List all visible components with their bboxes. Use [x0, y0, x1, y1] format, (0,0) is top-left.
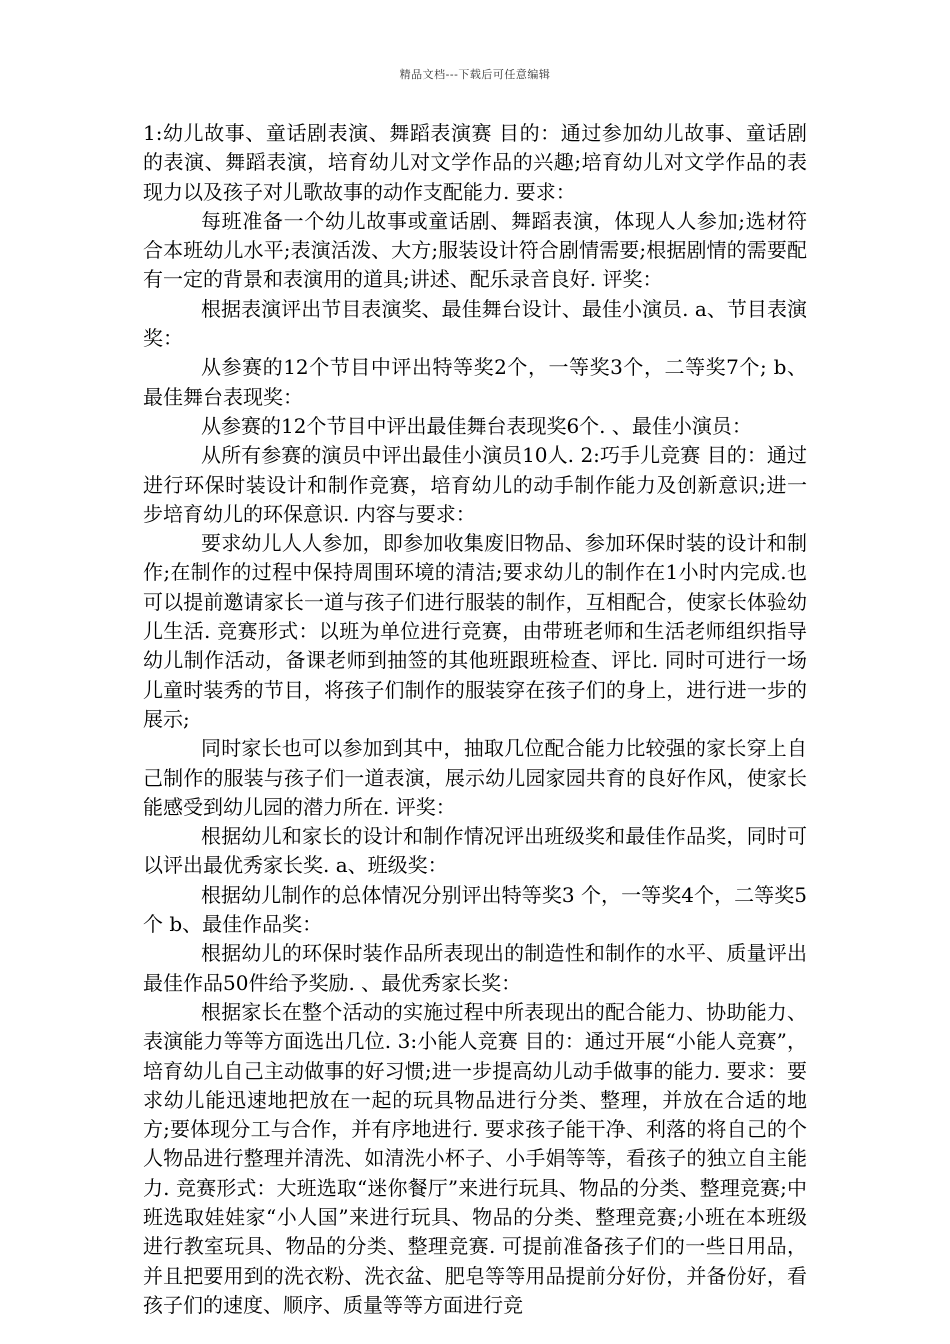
paragraph-4: 从参赛的12个节目中评出特等奖2个，一等奖3个，二等奖7个; b、最佳舞台表现奖：	[143, 355, 807, 409]
paragraph-8: 同时家长也可以参加到其中，抽取几位配合能力比较强的家长穿上自己制作的服装与孩子们一道表演，展示幼儿园家园共育的良好作风，使家长能感受到幼儿园的潜力所在. 评奖：	[143, 736, 807, 819]
paragraph-9: 根据幼儿和家长的设计和制作情况评出班级奖和最佳作品奖，同时可以评出最优秀家长奖. a、班级奖：	[143, 824, 807, 878]
paragraph-12: 根据家长在整个活动的实施过程中所表现出的配合能力、协助能力、表演能力等等方面选出几位. 3:小能人竞赛 目的：通过开展“小能人竞赛”，培育幼儿自己主动做事的好习惯;进一步提高幼儿动手做事的能力. 要求：要求幼儿能迅速地把放在一起的玩具物品进行分类、整理，并放在合适的地方;要体现分工与合作，并有序地进行. 要求孩子能干净、利落的将自己的个人物品进行整理并清洗、如清洗小杯子、小手娟等等，看孩子的独立自主能力. 竞赛形式：大班选取“迷你餐厅”来进行玩具、物品的分类、整理竞赛;中班选取娃娃家“小人国”来进行玩具、物品的分类、整理竞赛;小班在本班级进行教室玩具、物品的分类、整理竞赛. 可提前准备孩子们的一些日用品，并且把要用到的洗衣粉、洗衣盆、肥皂等等用品提前分好份，并备份好，看孩子们的速度、顺序、质量等等方面进行竞	[143, 999, 807, 1317]
paragraph-5: 从参赛的12个节目中评出最佳舞台表现奖6个. 、最佳小演员：	[201, 413, 752, 438]
document-body	[143, 119, 807, 1320]
page-header: 精品文档---下载后可任意编辑	[399, 68, 551, 81]
paragraph-2: 每班准备一个幼儿故事或童话剧、舞蹈表演，体现人人参加;选材符合本班幼儿水平;表演活泼、大方;服装设计符合剧情需要;根据剧情的需要配有一定的背景和表演用的道具;讲述、配乐录音良好. 评奖：	[143, 208, 807, 292]
paragraph-10: 根据幼儿制作的总体情况分别评出特等奖3 个，一等奖4个，二等奖5个 b、最佳作品奖：	[143, 882, 807, 937]
paragraph-6: 从所有参赛的演员中评出最佳小演员10人. 2:巧手儿竞赛 目的：通过进行环保时装设计和制作竞赛，培育幼儿的动手制作能力及创新意识;进一步培育幼儿的环保意识. 内容与要求：	[143, 443, 807, 526]
paragraph-11: 根据幼儿的环保时装作品所表现出的制造性和制作的水平、质量评出最佳作品50件给予奖励. 、最优秀家长奖：	[143, 941, 807, 995]
paragraph-3: 根据表演评出节目表演奖、最佳舞台设计、最佳小演员. a、节目表演奖：	[143, 296, 807, 351]
paragraph-1: 1:幼儿故事、童话剧表演、舞蹈表演赛 目的：通过参加幼儿故事、童话剧的表演、舞蹈表演，培育幼儿对文学作品的兴趣;培育幼儿对文学作品的表现力以及孩子对儿歌故事的动作支配能力. 要求：	[143, 121, 807, 204]
paragraph-7: 要求幼儿人人参加，即参加收集废旧物品、参加环保时装的设计和制作;在制作的过程中保持周围环境的清洁;要求幼儿的制作在1小时内完成.也可以提前邀请家长一道与孩子们进行服装的制作，互相配合，使家长体验幼儿生活. 竞赛形式：以班为单位进行竞赛，由带班老师和生活老师组织指导幼儿制作活动，备课老师到抽签的其他班跟班检查、评比. 同时可进行一场儿童时装秀的节目，将孩子们制作的服装穿在孩子们的身上，进行进一步的展示;	[143, 531, 807, 731]
